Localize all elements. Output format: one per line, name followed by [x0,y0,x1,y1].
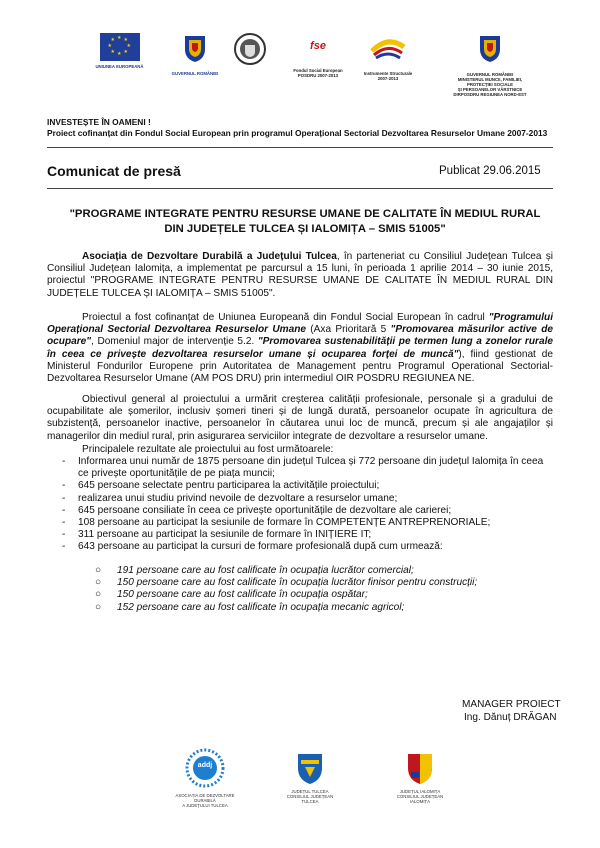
tulcea-coat-of-arms-icon [295,750,325,786]
funding-axis-name: "Promovarea măsurilor active de ocupare" [47,324,553,348]
ialomita-county-logo [390,750,450,804]
tulcea-caption: JUDEȚUL TULCEA CONSILIUL JUDEȚEAN TULCEA [286,789,334,804]
manager-name [462,712,561,725]
addj-logo-text: addj [197,762,213,769]
funding-text-g: ), fiind gestionat de Ministerul Fondurilor Europene prin Autoritatea de Management pentru Programul Operational Sectorial-Dezvoltarea Resurselor Umane (AM POS DRU) prin intermediul OIR POSDRU REGIUNEA NE. [47,348,553,385]
addj-logo [170,747,240,808]
manager-name-text: Ing. Dănuț DRĂGAN [464,711,557,723]
tulcea-county-logo [280,750,340,804]
list-item [62,541,552,553]
qualification-sublist [95,565,515,614]
ialomita-caption: JUDEȚUL IALOMIȚA CONSILIUL JUDEȚEAN IALOMIȚA [396,789,444,804]
press-release-heading: Comunicat de presă [47,163,181,179]
ministry-caption: GUVERNUL ROMÂNIEI MINISTERUL MUNCII, FAMILIEI, PROTECȚIEI SOCIALE ȘI PERSOANELOR VÂRSTNICE DIRPOSDRU REGIUNEA NORD-EST [453,72,527,97]
signature-block [462,699,561,724]
structural-instruments-icon [368,33,408,63]
fse-logo-mark [292,40,344,52]
government-caption: GUVERNUL ROMÂNIEI [171,71,219,76]
sub-list-item [95,589,515,601]
sub-list-item-text: 191 persoane care au fost calificate în ocupația lucrător comercial; [117,565,414,576]
paragraph-objective-text: Obiectivul general al proiectului a urmărit creșterea calității profesionale, personale și a gradului de ocupabilitate ale șomerilor, inclusiv șomeri tineri și de lungă durată, persoanelor ocupate în agricultura de subzistență, persoanelor inactive, persoanelor în căutarea unui loc de muncă, precum și ale angajaților și managerilor din mediul rural, prin asigurarea serviciilor integrate de dezvoltare a resurselor umane. [47,394,553,442]
sub-list-item [95,602,515,614]
fse-caption: Fondul Social European POSDRU 2007-2013 [293,68,343,78]
addj-caption: ASOCIAȚIA DE DEZVOLTARE DURABILĂ A JUDEȚULUI TULCEA [175,793,235,808]
fse-logo [292,40,344,78]
list-item-text: 643 persoane au participat la cursuri de formare profesională după cum urmează: [78,541,443,553]
sub-list-item [95,565,515,577]
eu-logo [92,33,147,69]
invest-slogan: INVESTEȘTE ÎN OAMENI ! [47,117,151,127]
list-item-text: 311 persoane au participat la sesiunile de formare în INIȚIERE IT; [78,529,372,541]
eu-caption: UNIUNEA EUROPEANĂ [95,64,144,69]
paragraph-funding-text [47,312,553,385]
title-line-2: DIN JUDEȚELE TULCEA ȘI IALOMIȚA – SMIS 51005" [164,223,446,235]
circle-bullet-icon: ○ [95,565,102,576]
funding-text-c: (Axa Prioritară 5 [306,324,391,336]
list-item-text: Informarea unui număr de 1875 persoane din județul Tulcea și 772 persoane din județul Ialomița în ceea ce privește oportunitățile de pe piața muncii; [78,456,544,480]
structural-instruments-caption: Instrumente Structurale 2007-2013 [363,71,413,81]
round-seal-logo [230,32,270,71]
publication-date: Publicat 29.06.2015 [439,165,541,177]
funding-domain-name: "Promovarea sustenabilității pe termen lung a zonelor rurale în ceea ce privește dezvoltarea resurselor umane și ocuparea forței de muncă" [47,336,553,360]
funding-program-name: "Programului Operațional Sectorial Dezvoltarea Resurselor Umane [47,312,553,336]
paragraph-results-intro [47,444,553,456]
ministry-coat-of-arms-icon [477,33,503,63]
paragraph-intro-text [47,251,553,300]
ministry-logo [445,33,535,97]
bullet-icon: - [62,480,66,492]
paragraph-results-intro-text: Principalele rezultate ale proiectului au fost următoarele: [82,444,334,455]
manager-title: MANAGER PROIECT [462,699,561,710]
ialomita-coat-of-arms-icon [405,750,435,786]
project-cofinancing-line: Proiect cofinanțat din Fondul Social European prin programul Operațional Sectorial Dezvoltarea Resurselor Umane 2007-2013 [47,128,548,138]
circle-bullet-icon: ○ [95,577,102,589]
fse-logo-text: fse [310,40,326,52]
circle-bullet-icon: ○ [95,589,102,601]
sub-list-item [95,577,515,589]
government-logo [170,33,220,76]
list-item [62,480,552,492]
bullet-icon: - [62,541,66,553]
bullet-icon: - [62,456,66,467]
sub-list-item-text: 150 persoane care au fost calificate în ocupația lucrător finisor pentru construcții; [117,577,478,589]
list-item [62,493,552,505]
document-title [55,207,555,237]
association-name: Asociația de Dezvoltare Durabilă a Județului Tulcea [82,251,337,262]
results-list [62,456,552,554]
header-logo-row [0,30,600,110]
list-item-text: realizarea unui studiu privind nevoile de dezvoltare a resurselor umane; [78,492,398,504]
circle-bullet-icon: ○ [95,601,102,613]
bullet-icon: - [62,492,66,504]
title-line-1: "PROGRAME INTEGRATE PENTRU RESURSE UMANE DE CALITATE ÎN MEDIUL RURAL [69,208,541,220]
round-seal-icon [233,32,267,66]
list-item-text: 645 persoane consiliate în ceea ce privește oportunitățile de dezvoltare ale carierei; [78,504,452,516]
bullet-icon: - [62,517,66,529]
list-item-text: 108 persoane au participat la sesiunile de formare în COMPETENȚE ANTREPRENORIALE; [78,517,491,529]
paragraph-intro-rest: , în parteneriat cu Consiliul Județean Tulcea și Consiliul Județean Ialomița, a implementat pe parcursul a 15 luni, în perioada 1 aprilie 2014 – 30 iunie 2015, proiectul "PROGRAME INTEGRATE PENTRU RESURSE UMANE DE CALITATE ÎN MEDIUL RURAL DIN JUDEȚELE TULCEA ȘI IALOMIȚA – SMIS 51005". [47,251,554,299]
divider-top [47,147,553,148]
sub-list-item-text: 150 persoane care au fost calificate în ocupația ospătar; [117,589,368,601]
list-item [62,517,552,529]
list-item [62,529,552,541]
paragraph-funding [47,312,553,385]
paragraph-objective [47,394,553,443]
list-item [62,456,552,480]
sub-list-item-text: 152 persoane care au fost calificate în ocupația mecanic agricol; [117,601,405,613]
list-item [62,505,552,517]
structural-instruments-logo [358,33,418,81]
list-item-text: 645 persoane selectate pentru participarea la activitățile proiectului; [78,480,380,492]
paragraph-intro [47,251,553,300]
romania-coat-of-arms-icon [182,33,208,63]
bullet-icon: - [62,529,66,541]
bullet-icon: - [62,504,66,516]
funding-text-a: Proiectul a fost cofinanțat de Uniunea Europeană din Fondul Social European în cadrul [82,312,489,323]
eu-flag-icon: ★ ★ ★ ★ ★ ★ ★ ★ [100,33,140,61]
divider-bottom [47,188,553,189]
funding-text-e: , Domeniul major de intervenție 5.2. [91,336,258,348]
